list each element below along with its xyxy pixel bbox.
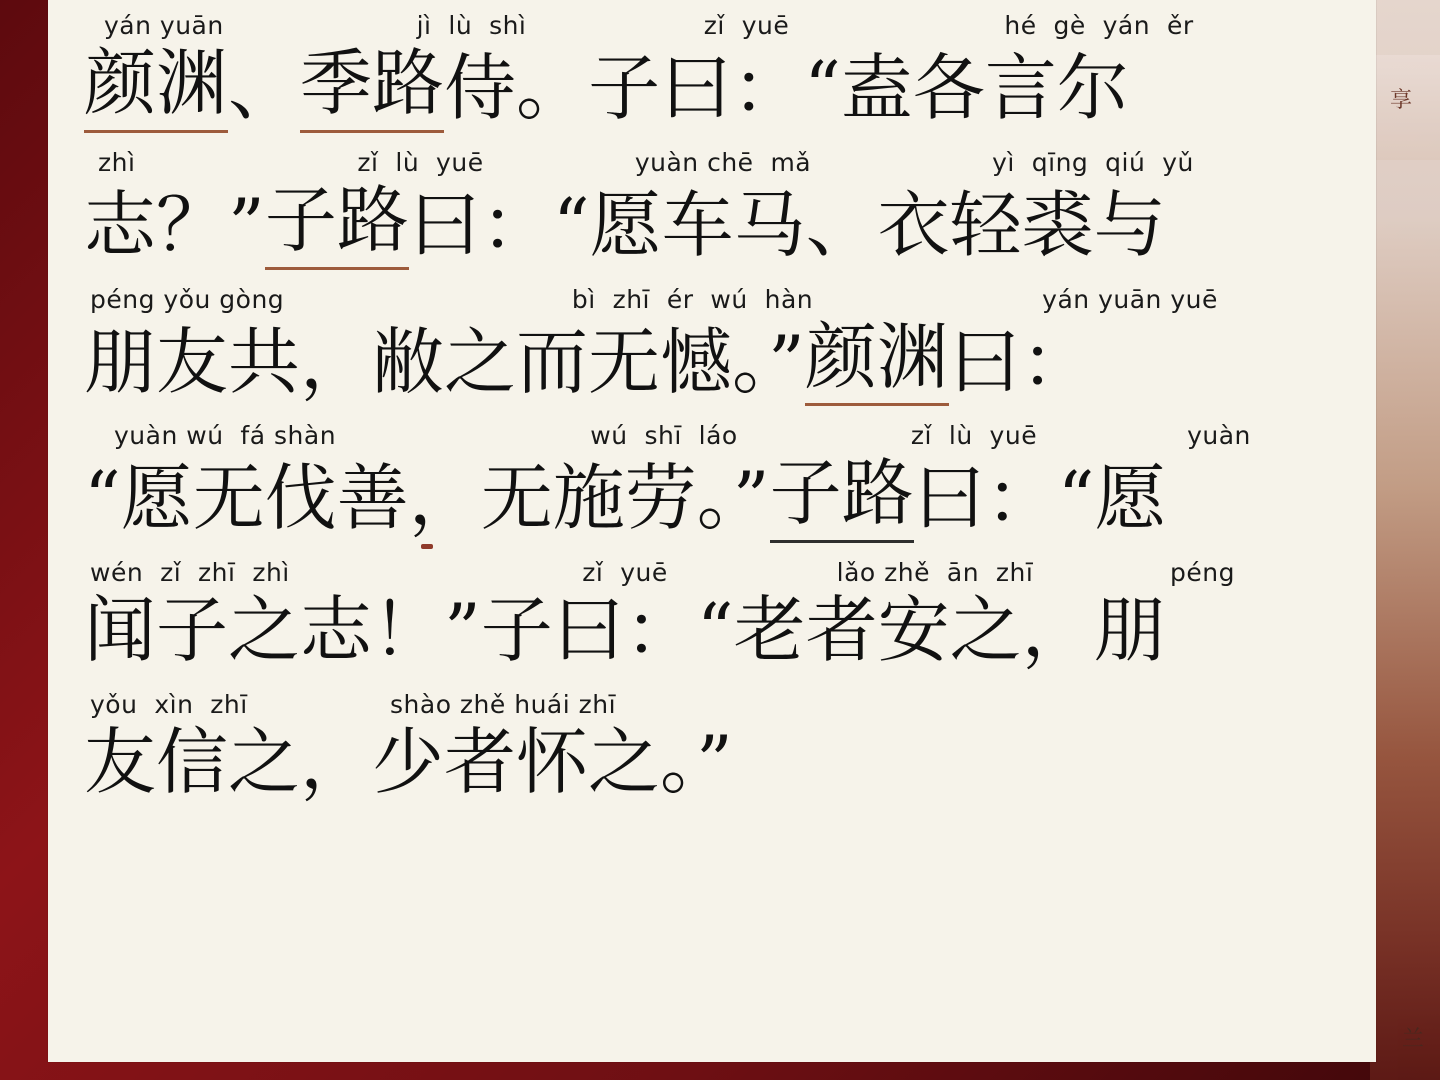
pinyin-seg: zǐ yuē [703,11,790,40]
text-line-6 [84,683,1346,807]
pinyin-seg: yuàn wú fá shàn [114,421,337,451]
corner-glyph: 兰 [1401,1026,1424,1052]
text-line-4 [84,414,1346,543]
punctuation: 、 [228,46,301,130]
hanzi-seg: 子曰：“盍各言尔 [588,46,1129,130]
hanzi-seg: “愿无伐善，无施劳。” [84,455,770,543]
pinyin-seg: yuàn [1187,421,1251,451]
hanzi-row-2 [84,177,1346,270]
pinyin-seg: péng [1170,558,1235,588]
pinyin-seg: hé gè yán ěr [1004,11,1194,40]
pinyin-seg: bì zhī ér wú hàn [571,284,814,314]
pinyin-seg: péng yǒu gòng [90,284,285,314]
proper-noun-zilu: 子路 [770,450,914,543]
text-line-5 [84,551,1346,675]
hanzi-seg: 志？” [84,182,265,267]
proper-noun-yanyuan: 颜渊 [84,40,228,133]
hanzi-seg: 友信之，少者怀之。” [84,720,733,805]
text-line-2 [84,141,1346,270]
hanzi-row-1 [84,40,1346,133]
pinyin-seg: zǐ lù yuē [357,147,484,177]
page-text-area [84,4,1346,1052]
hanzi-row-6 [84,719,1346,807]
hanzi-seg: 曰：“愿车马、衣轻裘与 [408,182,1166,267]
pinyin-seg: zǐ yuē [582,558,668,588]
seal-glyph: 享 [1389,88,1412,113]
pinyin-seg: wén zǐ zhī zhì [90,558,290,588]
hanzi-seg: 侍。 [444,46,589,130]
proper-noun-jilu: 季路 [300,40,444,133]
hanzi-row-3 [84,314,1346,407]
hanzi-seg: 曰：“愿 [913,456,1167,541]
hanzi-row-4 [84,450,1346,543]
pinyin-seg: wú shī láo [590,421,738,451]
proper-noun-zilu: 子路 [265,177,409,270]
pinyin-row-1 [84,4,1346,40]
hanzi-seg: 闻子之志！”子曰：“老者安之，朋 [84,588,1166,673]
hanzi-seg: 朋友共，敝之而无憾。” [84,319,805,404]
pinyin-seg: zǐ lù yuē [910,421,1038,451]
scanned-page [48,0,1376,1062]
pinyin-seg: yì qīng qiú yǔ [992,147,1194,177]
pinyin-seg: jì lù shì [416,11,527,40]
pinyin-seg: lǎo zhě ān zhī [836,558,1034,588]
pinyin-seg: yuàn chē mǎ [634,147,812,177]
pinyin-row-2 [84,141,1346,177]
proper-noun-yanyuan: 颜渊 [805,314,949,407]
hanzi-row-5 [84,587,1346,675]
text-line-3 [84,278,1346,407]
pinyin-seg: shào zhě huái zhī [390,690,617,720]
text-line-1 [84,4,1346,133]
hanzi-seg: 曰： [948,319,1093,404]
pinyin-row-3 [84,278,1346,314]
pinyin-seg: yǒu xìn zhī [90,690,248,720]
pinyin-row-4 [84,414,1346,450]
pinyin-row-6 [84,683,1346,719]
pinyin-row-5 [84,551,1346,587]
pinyin-seg: yán yuān yuē [1042,284,1218,314]
pinyin-seg: zhì [98,147,136,177]
pinyin-seg: yán yuān [104,11,224,40]
decorative-right-panel [1370,0,1440,1080]
